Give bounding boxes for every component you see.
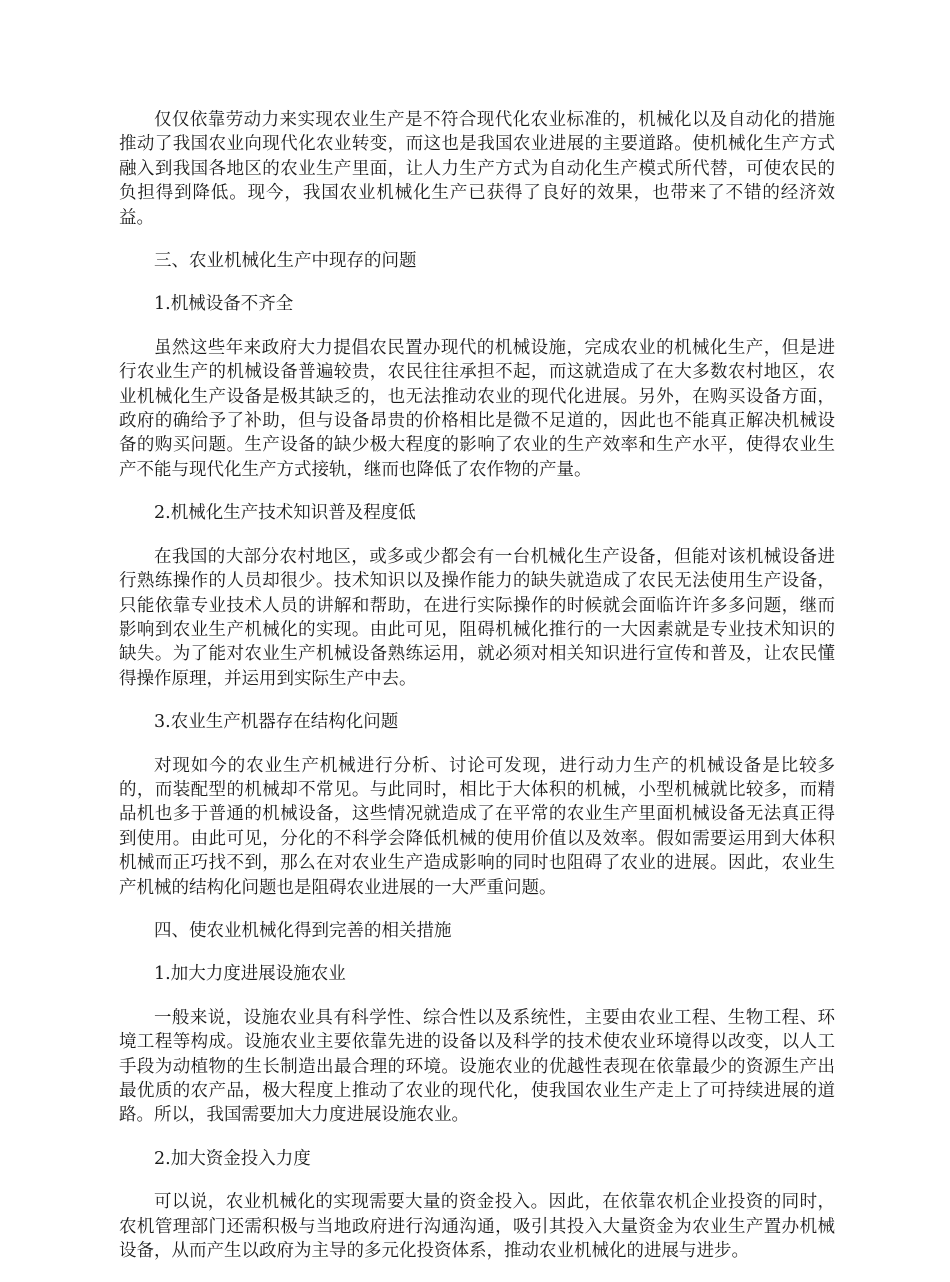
subheading-knowledge-low: 2.机械化生产技术知识普及程度低 [154,503,416,524]
section-heading-measures: 四、使农业机械化得到完善的相关措施 [154,920,452,941]
paragraph-intro: 仅仅依靠劳动力来实现农业生产是不符合现代化农业标准的，机械化以及自动化的措施推动了我国农业向现代化农业转变，而这也是我国农业进展的主要道路。使机械化生产方式融入到我国各地区的农业生产里面，让人力生产方式为自动化生产模式所代替，可使农民的负担得到降低。现今，我国农业机械化生产已获得了良好的效果，也带来了不错的经济效益。 [119,110,835,228]
subheading-funding: 2.加大资金投入力度 [154,1148,311,1169]
paragraph-funding: 可以说，农业机械化的实现需要大量的资金投入。因此，在依靠农机企业投资的同时，农机管理部门还需积极与当地政府进行沟通沟通，吸引其投入大量资金为农业生产置办机械设备，从而产生以政府为主导的多元化投资体系，推动农业机械化的进展与进步。 [119,1192,835,1262]
paragraph-structure-problem: 对现如今的农业生产机械进行分析、讨论可发现，进行动力生产的机械设备是比较多的，而装配型的机械却不常见。与此同时，相比于大体积的机械，小型机械就比较多，而精品机也多于普通的机械设备，这些情况就造成了在平常的农业生产里面机械设备无法真正得到使用。由此可见，分化的不科学会降低机械的使用价值以及效率。假如需要运用到大体积机械而正巧找不到，那么在对农业生产造成影响的同时也阻碍了农业的进展。因此，农业生产机械的结构化问题也是阻碍农业进展的一大严重问题。 [119,755,835,898]
paragraph-knowledge-low: 在我国的大部分农村地区，或多或少都会有一台机械化生产设备，但能对该机械设备进行熟练操作的人员却很少。技术知识以及操作能力的缺失就造成了农民无法使用生产设备，只能依靠专业技术人员的讲解和帮助，在进行实际操作的时候就会面临许许多多问题，继而影响到农业生产机械化的实现。由此可见，阻碍机械化推行的一大因素就是专业技术知识的缺失。为了能对农业生产机械设备熟练运用，就必须对相关知识进行宣传和普及，让农民懂得操作原理，并运用到实际生产中去。 [119,546,835,689]
subheading-structure-problem: 3.农业生产机器存在结构化问题 [154,712,399,733]
section-heading-problems: 三、农业机械化生产中现存的问题 [154,251,417,272]
subheading-facility-agriculture: 1.加大力度进展设施农业 [154,964,346,985]
subheading-equipment-incomplete: 1.机械设备不齐全 [154,294,294,315]
document-body [119,108,835,1282]
paragraph-facility-agriculture: 一般来说，设施农业具有科学性、综合性以及系统性，主要由农业工程、生物工程、环境工程等构成。设施农业主要依靠先进的设备以及科学的技术使农业环境得以改变，以人工手段为动植物的生长制造出最合理的环境。设施农业的优越性表现在依靠最少的资源生产出最优质的农产品，极大程度上推动了农业的现代化，使我国农业生产走上了可持续进展的道路。所以，我国需要加大力度进展设施农业。 [119,1007,835,1126]
paragraph-equipment-incomplete: 虽然这些年来政府大力提倡农民置办现代的机械设施，完成农业的机械化生产，但是进行农业生产的机械设备普遍较贵，农民往往承担不起，而这就造成了在大多数农村地区，农业机械化生产设备是极其缺乏的，也无法推动农业的现代化进展。另外，在购买设备方面，政府的确给予了补助，但与设备昂贵的价格相比是微不足道的，因此也不能真正解决机械设备的购买问题。生产设备的缺少极大程度的影响了农业的生产效率和生产水平，使得农业生产不能与现代化生产方式接轨，继而也降低了农作物的产量。 [119,337,835,480]
